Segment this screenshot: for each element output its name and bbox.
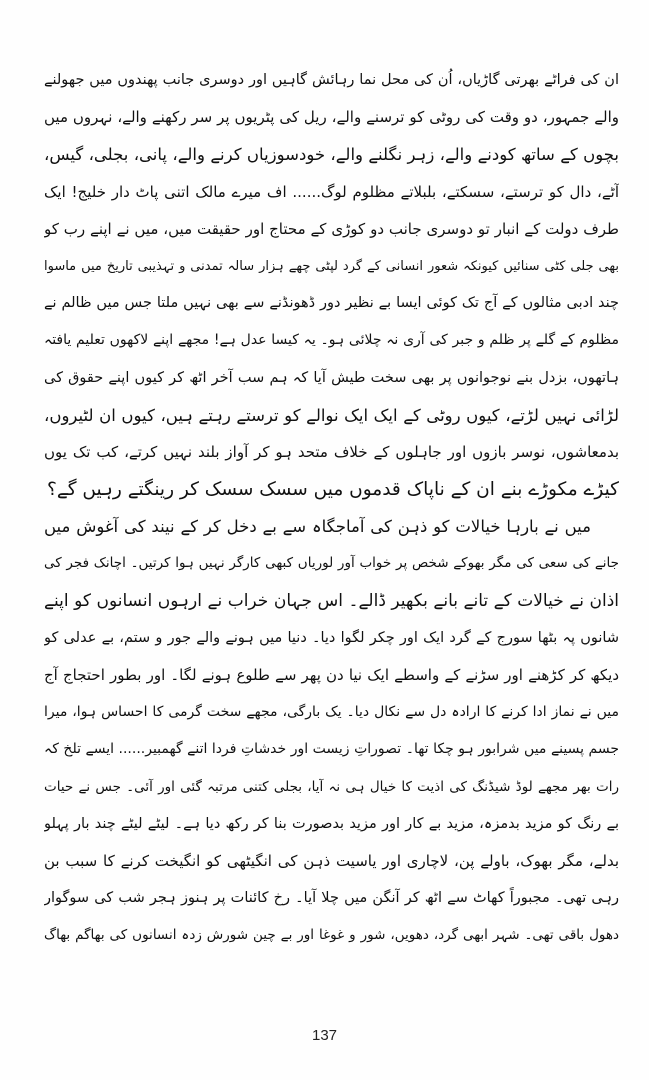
text-line: لڑائی نہیں لڑتے، کیوں روٹی کے ایک ایک نوالے کو ترستے رہتے ہیں، کیوں ان لٹیروں، [44,405,619,425]
text-line: چند ادبی مثالوں کے آج تک کوئی ایسا بے نظیر دور ڈھونڈنے سے بھی نہیں ملتا جس میں ظالم نے [44,295,619,312]
text-line: آٹے، دال کو ترستے، سسکتے، بلبلاتے مظلوم لوگ...... اف میرے مالک اتنی پاٹ دار خلیج! ایک [44,182,619,201]
text-line: اذان نے خیالات کے تانے بانے بکھیر ڈالے۔ اس جہان خراب نے ارہوں انسانوں کو اپنے [44,590,619,611]
text-line: بدمعاشوں، نوسر بازوں اور جاہلوں کے خلاف متحد ہو کر آواز بلند نہیں کرتے، کب تک یوں [44,442,619,461]
text-line: رہی تھی۔ مجبوراً کھاٹ سے اٹھ کر آنگن میں چلا آیا۔ رخ کائنات پر ہنوز ہجر شب کی سوگوار [44,890,619,907]
text-line: دھول باقی تھی۔ شہر ابھی گرد، دھویں، شور و غوغا اور بے چین شورش زدہ انسانوں کی بھاگم بھاگ [44,927,619,944]
text-line: جسم پسینے میں شرابور ہو چکا تھا۔ تصوراتِ زیست اور خدشاتِ فردا اتنے گھمبیر...... ایسے تلخ کہ [44,741,619,758]
text-line: ہاتھوں، بزدل بنے نوجوانوں پر بھی سخت طیش آیا کہ ہم سب آخر اٹھ کر کیوں اپنے حقوق کی [44,369,619,386]
page-body-text [44,62,619,955]
text-line: شانوں پہ بٹھا سورج کے گرد ایک اور چکر لگوا دیا۔ دنیا میں ہونے والے جور و ستم، بے عدلی کو [44,629,619,646]
text-line: میں نے نماز ادا کرنے کا ارادہ دل سے نکال دیا۔ یک بارگی، مجھے سخت گرمی کا احساس ہوا، میرا [44,704,619,721]
text-line: بچوں کے ساتھ کودنے والے، زہر نگلنے والے، خودسوزیاں کرنے والے، پانی، بجلی، گیس، [44,145,619,165]
text-line: رات بھر مجھے لوڈ شیڈنگ کی اذیت کا خیال ہی نہ آیا، بجلی کتنی مرتبہ گئی اور آئی۔ جس نے حیات [44,778,619,795]
text-line: دیکھ کر کڑھنے اور سڑنے کے واسطے ایک نیا دن پھر سے طلوع ہونے لگا۔ اور بطور احتجاج آج [44,666,619,684]
text-line: میں نے بارہا خیالات کو ذہن کی آماجگاہ سے بے دخل کر کے نیند کی آغوش میں [44,517,591,537]
text-line: طرف دولت کے انبار تو دوسری جانب دو کوڑی کے محتاج اور حقیقت میں، میں نے اپنے رب کو [44,219,619,238]
paragraph-2 [44,508,619,954]
text-line: کیڑے مکوڑے بنے ان کے ناپاک قدموں میں سسک سسک کر رینگتے رہیں گے؟ [47,479,619,501]
text-line: بدلے، مگر بھوک، باولے پن، لاچاری اور یاسیت ذہن کی انگیٹھی کو انگیخت کرنے کا سبب بن [44,851,619,870]
text-line: مظلوم کے گلے پر ظلم و جبر کی آری نہ چلائی ہو۔ یہ کیسا عدل ہے! مجھے اپنے لاکھوں تعلیم یافتہ [44,332,619,349]
text-line: جانے کی سعی کی مگر بھوکے شخص پر خواب آور لوریاں کبھی کارگر نہیں ہوا کرتیں۔ اچانک فجر کی [44,555,619,572]
text-line: ان کی فراٹے بھرتی گاڑیاں، اُن کی محل نما رہائش گاہیں اور دوسری جانب پھندوں میں جھولنے [44,72,619,88]
text-line: بھی جلی کٹی سنائیں کیونکہ شعور انسانی کے گرد لپٹی چھے ہزار سالہ تمدنی و تہذیبی تاریخ میں ماسوا [44,258,619,274]
page-number: 137 [311,1027,338,1044]
text-line: والے جمہور، دو وقت کی روٹی کو ترسنے والے، ریل کی پٹریوں پر سر رکھنے والے، نہروں میں [44,108,619,127]
paragraph-1 [44,62,619,508]
text-line: بے رنگ کو مزید بدمزہ، مزید بے کار اور مزید بدصورت بنا کر رکھ دیا ہے۔ لیٹے لیٹے چند بار پہلو [44,815,619,832]
